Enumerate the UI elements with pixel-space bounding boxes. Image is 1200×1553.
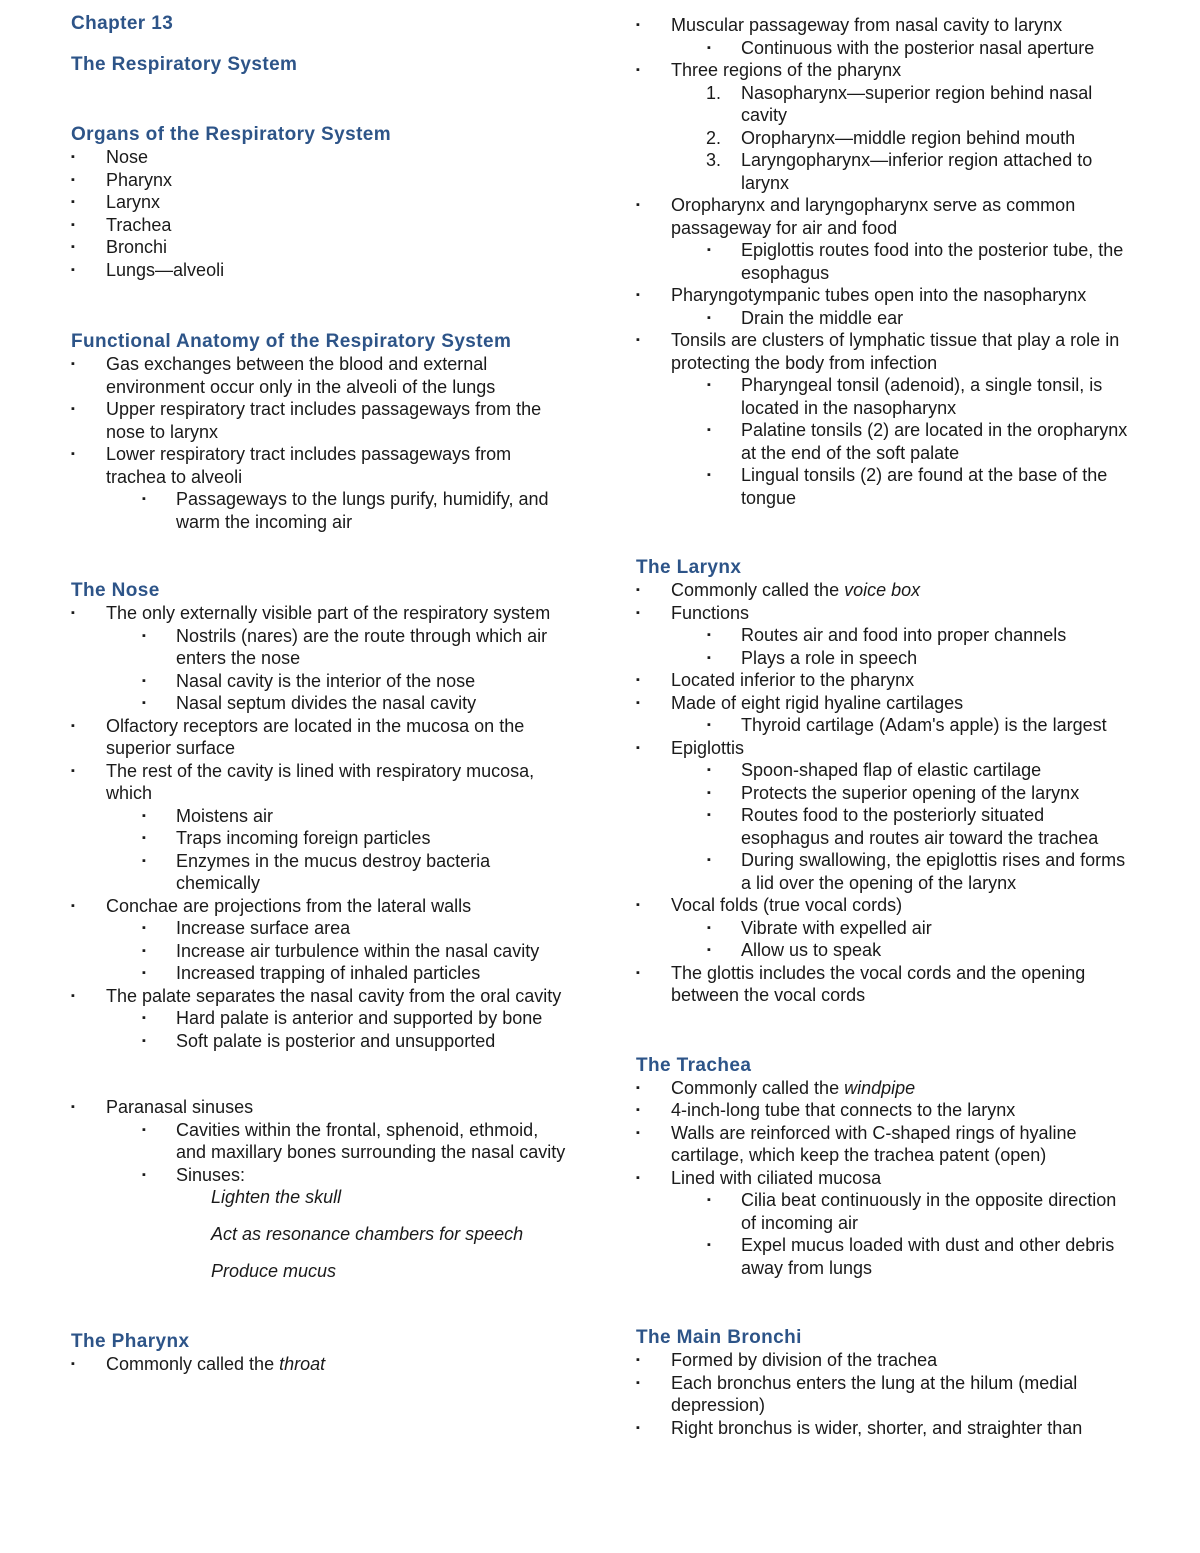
sinus-function: Lighten the skull [211, 1187, 342, 1207]
item-number: 1. [706, 82, 722, 103]
sub-list-item: ▪ Nasal cavity is the interior of the nose [71, 670, 571, 693]
list-item: ▪ Functions [636, 602, 1136, 625]
list-item: ▪ Lower respiratory tract includes passageways from trachea to alveoli [71, 443, 571, 488]
numbered-item [636, 149, 1136, 194]
list-item: ▪ Epiglottis [636, 737, 1136, 760]
list-item [636, 579, 1136, 602]
list-item: ▪ Pharynx [71, 169, 571, 192]
list-item: ▪ Lungs—alveoli [71, 259, 571, 282]
list-item: ▪ Upper respiratory tract includes passageways from the nose to larynx [71, 398, 571, 443]
sinus-function: Act as resonance chambers for speech [211, 1224, 524, 1244]
sub-list-item: ▪ Soft palate is posterior and unsupported [71, 1030, 571, 1053]
sub-list-item: ▪ Spoon-shaped flap of elastic cartilage [636, 759, 1136, 782]
list-item: ▪ The glottis includes the vocal cords and the opening between the vocal cords [636, 962, 1136, 1007]
sub-list-item: ▪ Increase air turbulence within the nasal cavity [71, 940, 571, 963]
list-item: ▪ Vocal folds (true vocal cords) [636, 894, 1136, 917]
bronchi-list [636, 1349, 1136, 1439]
list-item: ▪ Bronchi [71, 236, 571, 259]
list-item: ▪ The rest of the cavity is lined with respiratory mucosa, which [71, 760, 571, 805]
sub-list-item: ▪ Routes food to the posteriorly situated esophagus and routes air toward the trachea [636, 804, 1136, 849]
sub-list-item: ▪ Hard palate is anterior and supported by bone [71, 1007, 571, 1030]
list-item: ▪ Right bronchus is wider, shorter, and straighter than [636, 1417, 1136, 1440]
sub-list-item: ▪ Routes air and food into proper channels [636, 624, 1136, 647]
list-item: ▪ Pharyngotympanic tubes open into the nasopharynx [636, 284, 1136, 307]
list-item: ▪ Trachea [71, 214, 571, 237]
item-text: Oropharynx—middle region behind mouth [741, 127, 1076, 148]
section-heading-bronchi: The Main Bronchi [636, 1327, 802, 1348]
list-item: ▪ Gas exchanges between the blood and external environment occur only in the alveoli of the lungs [71, 353, 571, 398]
list-item: ▪ Lined with ciliated mucosa [636, 1167, 1136, 1190]
sub-list-item: ▪ Plays a role in speech [636, 647, 1136, 670]
section-heading-larynx: The Larynx [636, 557, 742, 578]
numbered-item [636, 127, 1136, 150]
list-item: ▪ Three regions of the pharynx [636, 59, 1136, 82]
list-item [71, 1353, 571, 1376]
emphasis: windpipe [844, 1077, 916, 1098]
sub-list-item: ▪ Nasal septum divides the nasal cavity [71, 692, 571, 715]
pharynx-list-start [71, 1353, 571, 1376]
sub-list-item: ▪ Cilia beat continuously in the opposite direction of incoming air [636, 1189, 1136, 1234]
item-text: Laryngopharynx—inferior region attached to larynx [741, 150, 1093, 193]
trachea-list [636, 1077, 1136, 1280]
item-number: 3. [706, 150, 722, 170]
larynx-list [636, 579, 1136, 1007]
sub-list-item: ▪ Sinuses: [71, 1164, 571, 1187]
item-number: 2. [706, 127, 722, 148]
section-heading-organs: Organs of the Respiratory System [71, 124, 392, 145]
sub-list-item: ▪ Passageways to the lungs purify, humidify, and warm the incoming air [71, 488, 571, 533]
sub-list-item: ▪ Drain the middle ear [636, 307, 1136, 330]
list-item: ▪ Olfactory receptors are located in the mucosa on the superior surface [71, 715, 571, 760]
section-heading-nose: The Nose [71, 580, 160, 601]
sub-list-item: ▪ Traps incoming foreign particles [71, 827, 571, 850]
list-item: ▪ Each bronchus enters the lung at the hilum (medial depression) [636, 1372, 1136, 1417]
sub-list-item: ▪ Pharyngeal tonsil (adenoid), a single tonsil, is located in the nasopharynx [636, 374, 1136, 419]
list-item: ▪ The only externally visible part of the respiratory system [71, 602, 571, 625]
section-heading-trachea: The Trachea [636, 1054, 752, 1076]
list-item: ▪ The palate separates the nasal cavity from the oral cavity [71, 985, 571, 1008]
section-heading-functional: Functional Anatomy of the Respiratory System [71, 331, 512, 352]
list-item: ▪ Paranasal sinuses [71, 1096, 571, 1119]
sub-list-item: ▪ Enzymes in the mucus destroy bacteria chemically [71, 850, 571, 895]
nose-list [71, 602, 571, 1052]
pharynx-list-cont [636, 14, 1136, 509]
list-item: ▪ Made of eight rigid hyaline cartilages [636, 692, 1136, 715]
sub-list-item: ▪ Increased trapping of inhaled particles [71, 962, 571, 985]
sub-list-item: ▪ Nostrils (nares) are the route through which air enters the nose [71, 625, 571, 670]
text: Commonly called the [671, 1077, 845, 1098]
sub-list-item: ▪ Increase surface area [71, 917, 571, 940]
sub-list-item: ▪ Allow us to speak [636, 939, 1136, 962]
sinuses-list [71, 1096, 571, 1282]
sub-list-item: ▪ Palatine tonsils (2) are located in the oropharynx at the end of the soft palate [636, 419, 1136, 464]
list-item: ▪ Walls are reinforced with C-shaped rings of hyaline cartilage, which keep the trachea patent (open) [636, 1122, 1136, 1167]
chapter-title: The Respiratory System [71, 54, 298, 75]
sinus-function: Produce mucus [211, 1261, 337, 1281]
right-column [636, 14, 1136, 1439]
list-item: ▪ Tonsils are clusters of lymphatic tissue that play a role in protecting the body from infection [636, 329, 1136, 374]
organs-list [71, 146, 571, 281]
list-item: ▪ Located inferior to the pharynx [636, 669, 1136, 692]
sub-list-item: ▪ Continuous with the posterior nasal aperture [636, 37, 1136, 60]
list-item: ▪ Formed by division of the trachea [636, 1349, 1136, 1372]
numbered-item [636, 82, 1136, 127]
text: Commonly called the [106, 1354, 280, 1374]
sub-list-item: ▪ Epiglottis routes food into the posterior tube, the esophagus [636, 239, 1136, 284]
sub-list-item: ▪ Expel mucus loaded with dust and other debris away from lungs [636, 1234, 1136, 1279]
left-column [71, 12, 571, 1376]
list-item: ▪ Larynx [71, 191, 571, 214]
functional-list [71, 353, 571, 533]
sub-list-item: ▪ During swallowing, the epiglottis rises and forms a lid over the opening of the larynx [636, 849, 1136, 894]
text: Commonly called the [671, 580, 845, 600]
list-item: ▪ Nose [71, 146, 571, 169]
chapter-heading: Chapter 13 [71, 13, 174, 34]
sub-list-item: ▪ Cavities within the frontal, sphenoid, ethmoid, and maxillary bones surrounding the nasal cavity [71, 1119, 571, 1164]
item-text: Nasopharynx—superior region behind nasal cavity [741, 82, 1093, 125]
list-item: ▪ 4-inch-long tube that connects to the larynx [636, 1099, 1136, 1122]
sub-list-item: ▪ Lingual tonsils (2) are found at the base of the tongue [636, 464, 1136, 509]
list-item: ▪ Oropharynx and laryngopharynx serve as common passageway for air and food [636, 194, 1136, 239]
sub-list-item: ▪ Moistens air [71, 805, 571, 828]
list-item [636, 1077, 1136, 1100]
sub-list-item: ▪ Thyroid cartilage (Adam's apple) is the largest [636, 714, 1136, 737]
list-item: ▪ Muscular passageway from nasal cavity to larynx [636, 14, 1136, 37]
sub-list-item: ▪ Vibrate with expelled air [636, 917, 1136, 940]
section-heading-pharynx: The Pharynx [71, 1331, 190, 1352]
sub-list-item: ▪ Protects the superior opening of the larynx [636, 782, 1136, 805]
emphasis: throat [279, 1354, 326, 1374]
emphasis: voice box [844, 580, 921, 600]
list-item: ▪ Conchae are projections from the lateral walls [71, 895, 571, 918]
